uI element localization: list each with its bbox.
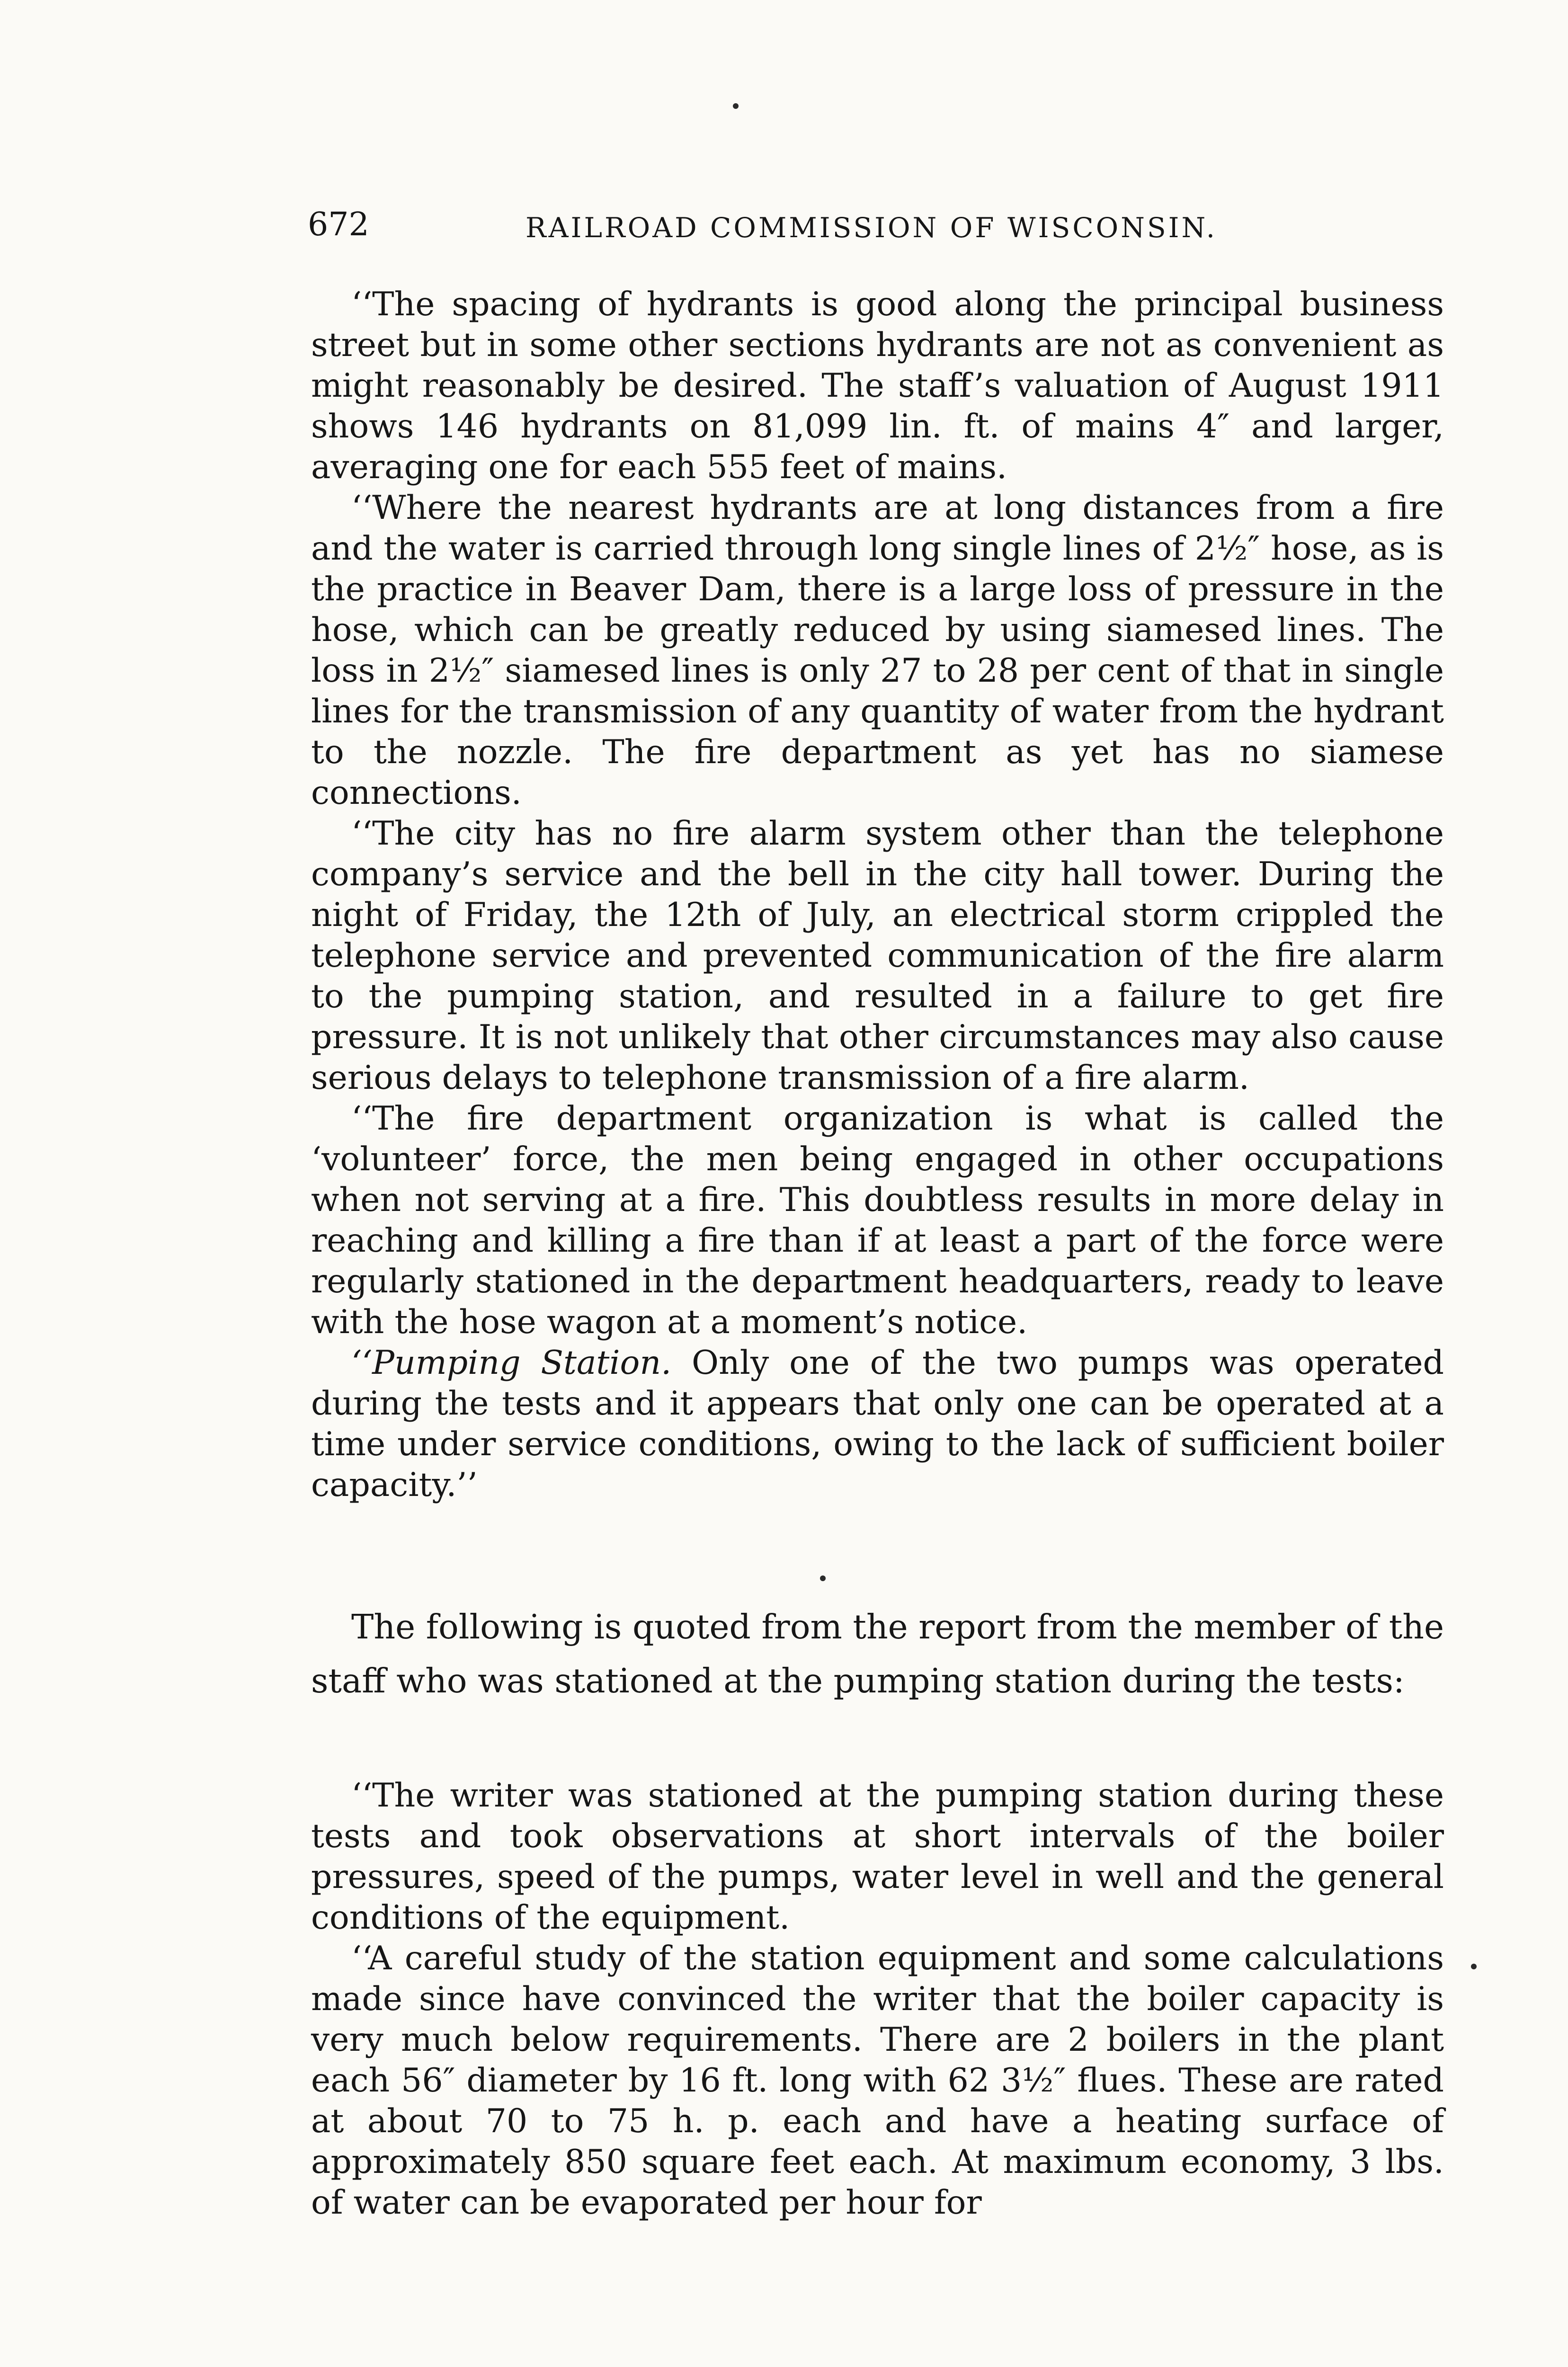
staff-report — [311, 1775, 1444, 2223]
pumping-station-heading: ‘‘Pumping Station. — [351, 1344, 672, 1382]
intro-block — [311, 1600, 1444, 1708]
paragraph-hose-loss: ‘‘Where the nearest hydrants are at long distances from a fire and the water is carried through long single lines of 2½″ hose, as is the practice in Beaver Dam, there is a large loss of pressure in the hose, which can be greatly reduced by using siamesed lines. The loss in 2½″ siamesed lines is only 27 to 28 per cent of that in single lines for the transmission of any quantity of water from the hydrant to the nozzle. The fire department as yet has no siamese connections. — [311, 489, 1444, 812]
paragraph-fire-alarm: ‘‘The city has no fire alarm system other than the telephone company’s service and the bell in the city hall tower. During the night of Friday, the 12th of July, an electrical storm crippled the telephone service and prevented communication of the fire alarm to the pumping station, and resulted in a failure to get fire pressure. It is not unlikely that other circumstances may also cause serious delays to telephone transmission of a fire alarm. — [311, 814, 1444, 1097]
intro-paragraph: The following is quoted from the report from the member of the staff who was stationed at the pumping station during the tests: — [311, 1607, 1444, 1700]
print-speck — [733, 103, 739, 109]
paragraph-fire-department: ‘‘The fire department organization is what is called the ‘volunteer’ force, the men being engaged in other occupations when not serving at a fire. This doubtless results in more delay in reaching and killing a fire than if at least a part of the force were regularly stationed in the department headquarters, ready to leave with the hose wagon at a moment’s notice. — [311, 1099, 1444, 1341]
page-header — [308, 204, 1439, 246]
page-number: 672 — [308, 206, 369, 243]
print-speck — [820, 1575, 826, 1581]
pumping-station-text: Only one of the two pumps was operated during the tests and it appears that only one can be operated at a time under service conditions, owing to the lack of sufficient boiler capacity.’’ — [311, 1344, 1444, 1504]
paragraph-pumping-station — [311, 1343, 1444, 1505]
paragraph-hydrant-spacing: ‘‘The spacing of hydrants is good along the principal business street but in some other sections hydrants are not as convenient as might reasonably be desired. The staff’s valuation of August 1911 shows 146 hydrants on 81,099 lin. ft. of mains 4″ and larger, averaging one for each 555 feet of mains. — [311, 285, 1444, 486]
print-speck — [1471, 1964, 1477, 1969]
paragraph-observations: ‘‘The writer was stationed at the pumping station during these tests and took observations at short intervals of the boiler pressures, speed of the pumps, water level in well and the general conditions of the equipment. — [311, 1776, 1444, 1937]
quoted-report — [311, 284, 1444, 1505]
running-head: RAILROAD COMMISSION OF WISCONSIN. — [526, 212, 1218, 244]
paragraph-boiler-capacity: ‘‘A careful study of the station equipment and some calculations made since have convinced the writer that the boiler capacity is very much below requirements. There are 2 boilers in the plant each 56″ diameter by 16 ft. long with 62 3½″ flues. These are rated at about 70 to 75 h. p. each and have a heating surface of approximately 850 square feet each. At maximum economy, 3 lbs. of water can be evaporated per hour for — [311, 1939, 1444, 2222]
